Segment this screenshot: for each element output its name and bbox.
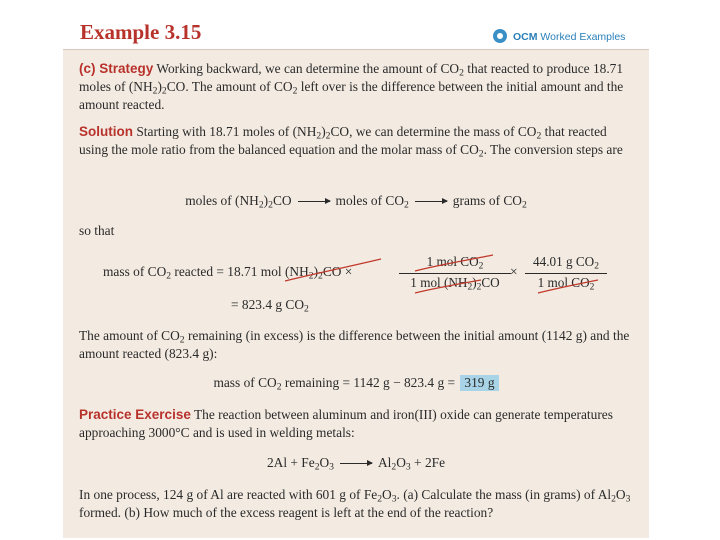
practice-label: Practice Exercise <box>79 407 191 422</box>
cancel-stroke <box>415 255 493 271</box>
right-arrow-icon <box>340 463 372 464</box>
fraction2-denominator: 1 mol $CO_2$ <box>537 275 595 293</box>
example-title: Example 3.15 <box>80 20 202 44</box>
practice-question: In one process, 124 g of Al are reacted with 601 g of $Fe_2O_3$. (a) Calculate the mass (in grams) of $Al_2O_3$ formed. (b) How much of the excess reagent is left at the end of the reaction? <box>79 487 631 520</box>
practice-paragraph: Practice Exercise The reaction between aluminum and iron(III) oxide can generate temperatures approaching 3000°C and is used in welding metals: <box>79 407 613 440</box>
solution-label: Solution <box>79 124 133 139</box>
cancel-stroke <box>285 259 381 281</box>
mass-remaining-equation: mass of $CO_2$ remaining = 1142 g − 823.4 g = 319 g <box>63 375 649 391</box>
fraction2-numerator: 44.01 g $CO_2$ <box>533 254 599 272</box>
remaining-paragraph: The amount of $CO_2$ remaining (in excess) is the difference between the initial amount (1142 g) and the amount reacted (823.4 g): <box>79 328 630 361</box>
fraction1-numerator: 1 mol $CO_2$ <box>426 254 484 272</box>
example-page <box>63 12 649 538</box>
mass-reacted-lhs: mass of $CO_2$ reacted = 18.71 mol $(NH_2)_2CO$ × <box>103 264 353 282</box>
so-that-text: so that <box>79 223 115 238</box>
cancel-stroke <box>538 280 598 293</box>
cancel-stroke <box>415 280 481 293</box>
brand-suffix: Worked Examples <box>540 31 626 43</box>
brand-prefix: OCM <box>513 31 538 43</box>
answer-highlight: 319 g <box>460 375 498 391</box>
thermite-reaction: $2Al + Fe_2O_3$ $Al_2O_3 + 2Fe$ <box>266 455 446 473</box>
mass-reacted-result: = 823.4 g $CO_2$ <box>231 297 309 315</box>
conversion-steps: moles of $(NH_2)_2CO$ moles of $CO_2$ grams of $CO_2$ <box>185 193 527 211</box>
fraction1-denominator: 1 mol $(NH_2)_2CO$ <box>410 275 500 293</box>
times-sign: × <box>510 264 518 279</box>
strategy-label: (c) Strategy <box>79 61 154 76</box>
strategy-paragraph: (c) Strategy Working backward, we can determine the amount of $CO_2$ that reacted to produce 18.71 moles of $(NH_2)_2CO$. The amount of $CO_2$ left over is the difference between the initial amount and the amount reacted. <box>79 61 624 112</box>
solution-paragraph: Solution Starting with 18.71 moles of $(NH_2)_2CO$, we can determine the mass of $CO_2$ that reacted using the mole ratio from the balanced equation and the molar mass of $CO_2$. The conversion steps are <box>79 124 623 160</box>
